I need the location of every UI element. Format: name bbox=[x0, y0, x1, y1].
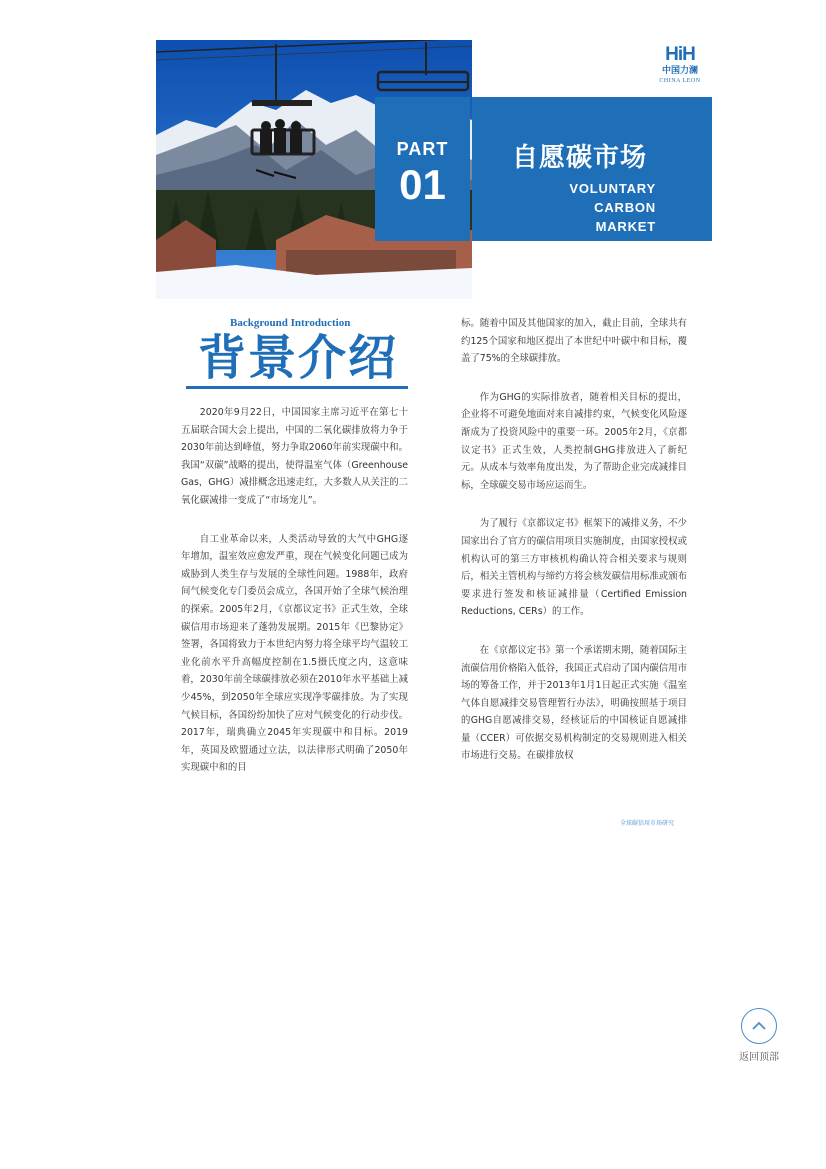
chapter-title-en-line: MARKET bbox=[595, 219, 656, 234]
body-paragraph: 自工业革命以来，人类活动导致的大气中GHG逐年增加，温室效应愈发严重，现在气候变化问题已成为威胁到人类生存与发展的全球性问题。1988年，政府间气候变化专门委员会成立，各国开始了全球气候治理的探索。2005年2月，《京都议定书》正式生效，全球碳信用市场迎来了蓬勃发展期。2015年《巴黎协定》签署，各国将致力于本世纪内努力将全球平均气温较工业化前水平升高幅度控制在1.5摄氏度之内，这意味着，2030年前全球碳排放必须在2010年水平基础上减少45%，到2050年全球应实现净零碳排放。为了实现气候目标，各国纷纷加快了应对气候变化的行动步伐。2017年，瑞典确立2045年实现碳中和目标。2019年，英国及欧盟通过立法，以法律形式明确了2050年实现碳中和的目 bbox=[181, 533, 408, 774]
company-logo bbox=[652, 44, 708, 86]
back-to-top-label[interactable]: 返回顶部 bbox=[739, 1052, 779, 1063]
back-to-top-button[interactable] bbox=[739, 1008, 779, 1063]
chapter-title-en-line: CARBON bbox=[594, 200, 656, 215]
part-number: 01 bbox=[399, 161, 446, 208]
chapter-title-en bbox=[569, 179, 656, 236]
body-paragraph: 在《京都议定书》第一个承诺期末期，随着国际主流碳信用价格陷入低谷，我国正式启动了国内碳信用市场的筹备工作，并于2013年1月1日起正式实施《温室气体自愿减排交易管理暂行办法》，明确按照基于项目的GHG自愿减排交易，经核证后的中国核证自愿减排量（CCER）可依据交易机构制定的交易规则进入相关市场进行交易。在碳排放权 bbox=[461, 644, 687, 762]
body-paragraph: 为了履行《京都议定书》框架下的减排义务，不少国家出台了官方的碳信用项目实施制度，由国家授权或机构认可的第三方审核机构确认符合相关要求与规则后，相关主管机构与缔约方将会核发碳信用标准或颁布要求进行签发和核证减排量（Certified Emission Reductions, CERs）的工作。 bbox=[461, 518, 687, 618]
chevron-up-icon[interactable] bbox=[741, 1008, 777, 1044]
body-paragraph: 作为GHG的实际排放者，随着相关目标的提出，企业将不可避免地面对来自减排约束，气候变化风险逐渐成为了投资风险中的重要一环。2005年2月，《京都议定书》正式生效，人类控制GHG排放进入了新纪元。从成本与效率角度出发，为了帮助企业完成减排目标，全球碳交易市场应运而生。 bbox=[461, 391, 687, 491]
left-text-column bbox=[181, 404, 408, 798]
section-title: 背景介绍 bbox=[198, 330, 399, 386]
part-label: PART bbox=[396, 139, 449, 159]
page-footnote: 全球碳信用市场研究 bbox=[620, 820, 675, 827]
chapter-title-cn: 自愿碳市场 bbox=[512, 143, 648, 173]
logo-name-cn: 中国力澜 bbox=[661, 66, 698, 76]
section-divider bbox=[186, 386, 408, 389]
chapter-title-banner bbox=[472, 97, 712, 241]
section-subtitle-en: Background Introduction bbox=[230, 317, 351, 329]
logo-mark: HiH bbox=[665, 44, 695, 65]
body-paragraph: 2020年9月22日，中国国家主席习近平在第七十五届联合国大会上提出，中国的二氧化碳排放将力争于2030年前达到峰值，努力争取2060年前实现碳中和。我国“双碳”战略的提出，使得温室气体（Greenhouse Gas，GHG）减排概念迅速走红，大多数人从关注的二氧化碳减排一变成了“市场宠儿”。 bbox=[181, 407, 408, 506]
body-paragraph-continuation: 标。随着中国及其他国家的加入，截止目前，全球共有约125个国家和地区提出了本世纪中叶碳中和目标，覆盖了75%的全球碳排放。 bbox=[461, 318, 687, 365]
logo-name-en: CHINA LEON bbox=[659, 78, 701, 84]
right-text-column bbox=[461, 315, 687, 786]
chapter-title-en-line: VOLUNTARY bbox=[569, 181, 656, 196]
part-badge bbox=[375, 97, 470, 241]
